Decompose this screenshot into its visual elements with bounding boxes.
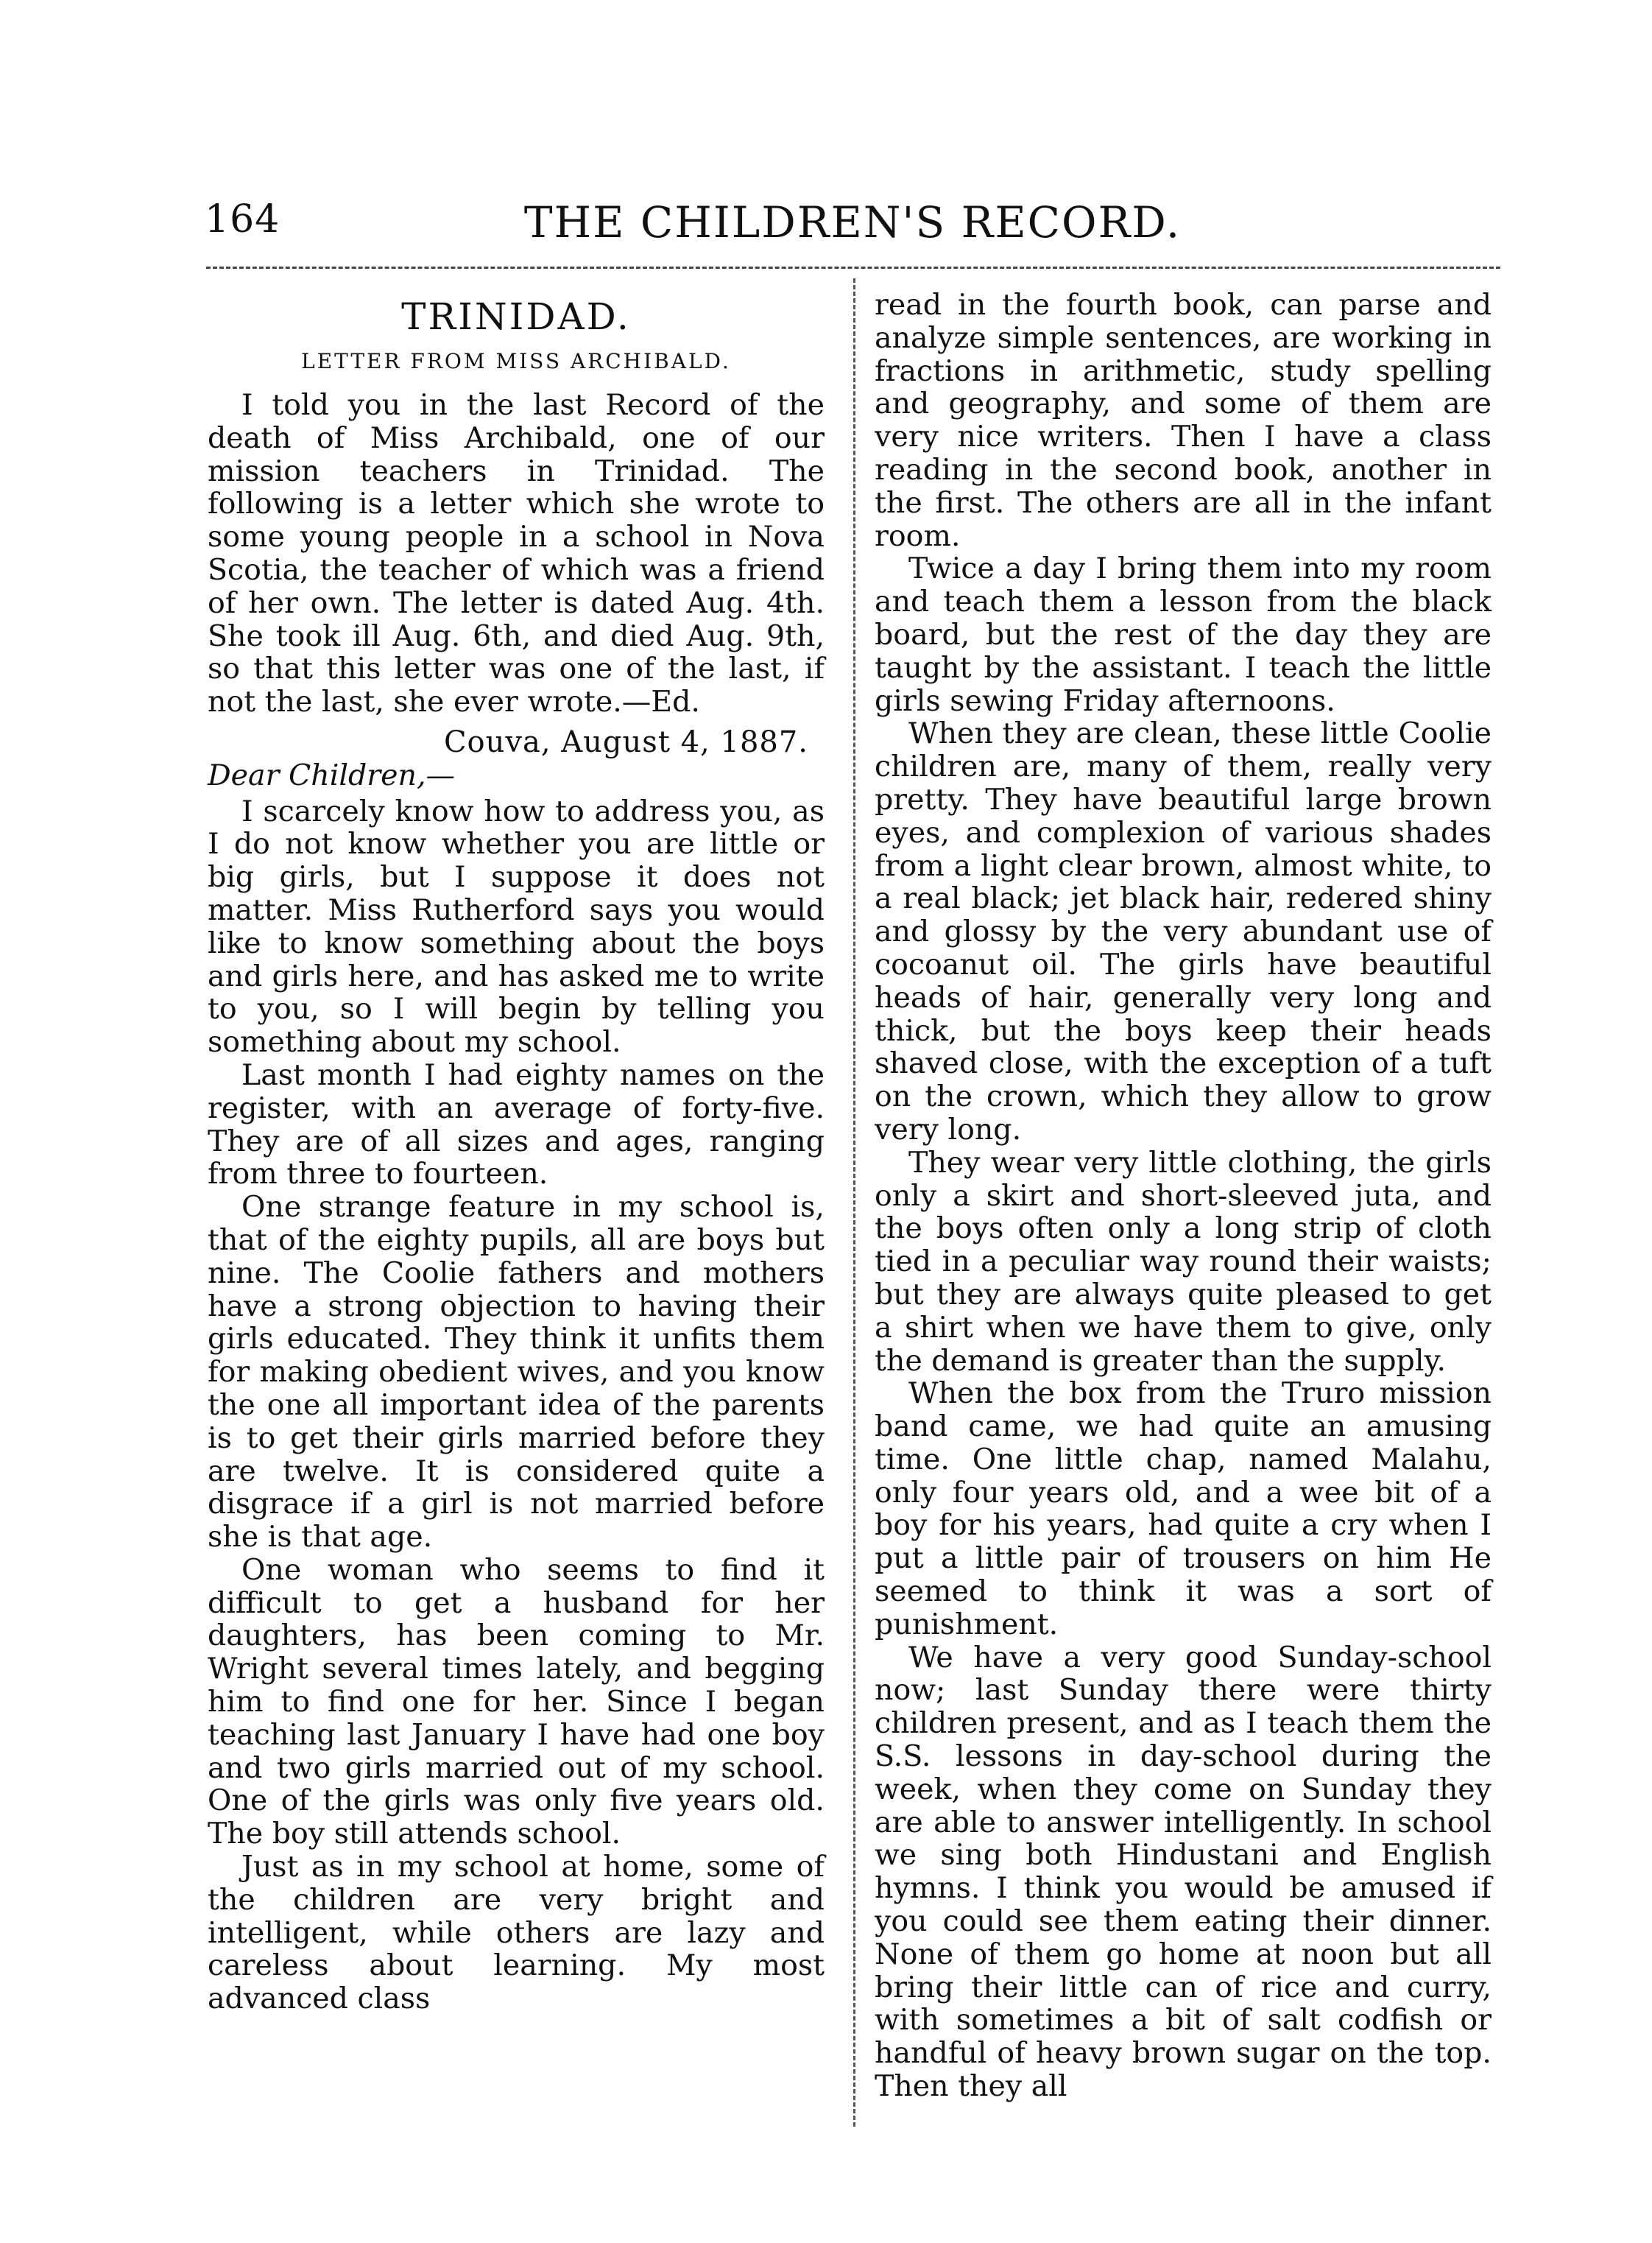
paragraph: One woman who seems to find it difficult to get a husband for her daughters, has been coming to Mr. Wright several times lately, and begging him to find one for her. Since I began teaching last January I have had one boy and two girls married out of my school. One of the girls was only five years old. The boy still attends school. — [208, 1552, 825, 1851]
article-subheading: LETTER FROM MISS ARCHIBALD. — [301, 349, 731, 373]
paragraph-continuation: read in the fourth book, can parse and analyze simple sentences, are working in fractions in arithmetic, study spelling and geography, and some of them are very nice writers. Then I have a class reading in the second book, another in the first. The others are all in the infant room. — [875, 288, 1492, 553]
right-column — [875, 289, 1492, 2103]
paragraph: When the box from the Truro mission band came, we had quite an amusing time. One little chap, named Malahu, only four years old, and a wee bit of a boy for his years, had quite a cry when I put a little pair of trousers on him He seemed to think it was a sort of punishment. — [875, 1376, 1492, 1641]
journal-title: THE CHILDREN'S RECORD. — [523, 197, 1182, 247]
paragraph: I scarcely know how to address you, as I do not know whether you are little or big girls, but I suppose it does not matter. Miss Rutherford says you would like to know something about the boys and girls here, and has asked me to write to you, so I will begin by telling you something about my school. — [208, 794, 825, 1060]
paragraph: Last month I had eighty names on the register, with an average of forty-five. They are of all sizes and ages, ranging from three to fourteen. — [208, 1057, 825, 1191]
paragraph: They wear very little clothing, the girls only a skirt and short-sleeved juta, and the boys often only a long strip of cloth tied in a peculiar way round their waists; but they are always quite pleased to get a shirt when we have them to give, only the demand is greater than the supply. — [875, 1145, 1492, 1378]
letter-salutation: Dear Children,— — [208, 758, 456, 792]
header-rule — [206, 267, 1500, 269]
column-divider — [853, 278, 855, 2127]
paragraph: When they are clean, these little Coolie children are, many of them, really very pretty. They have beautiful large brown eyes, and complexion of various shades from a light clear brown, almost white, to a real black; jet black hair, redered shiny and glossy by the very abundant use of cocoanut oil. The girls have beautiful heads of hair, generally very long and thick, but the boys keep their heads shaved close, with the exception of a tuft on the crown, which they allow to grow very long. — [875, 716, 1492, 1147]
paragraph: We have a very good Sunday-school now; last Sunday there were thirty children present, and as I teach them the S.S. lessons in day-school during the week, when they come on Sunday they are able to answer intelligently. In school we sing both Hindustani and English hymns. I think you would be amused if you could see them eating their dinner. None of them go home at noon but all bring their little can of rice and curry, with sometimes a bit of salt codfish or handful of heavy brown sugar on the top. Then they all — [875, 1640, 1492, 2104]
left-column — [208, 289, 825, 2015]
letter-dateline: Couva, August 4, 1887. — [443, 725, 808, 759]
paragraph: One strange feature in my school is, that of the eighty pupils, all are boys but nine. The Coolie fathers and mothers have a strong objection to having their girls educated. They think it unfits them for making obedient wives, and you know the one all important idea of the parents is to get their girls married before they are twelve. It is considered quite a disgrace if a girl is not married before she is that age. — [208, 1190, 825, 1554]
editor-intro: I told you in the last Record of the death of Miss Archibald, one of our mission teachers in Trinidad. The following is a letter which she wrote to some young people in a school in Nova Scotia, the teacher of which was a friend of her own. The letter is dated Aug. 4th. She took ill Aug. 6th, and died Aug. 9th, so that this letter was one of the last, if not the last, she ever wrote.—Ed. — [208, 388, 825, 719]
article-heading: TRINIDAD. — [401, 295, 631, 338]
page-number: 164 — [205, 197, 280, 242]
paragraph: Twice a day I bring them into my room and teach them a lesson from the black board, but the rest of the day they are taught by the assistant. I teach the little girls sewing Friday afternoons. — [875, 552, 1492, 718]
page-header — [205, 197, 1500, 264]
paragraph: Just as in my school at home, some of the children are very bright and intelligent, while others are lazy and careless about learning. My most advanced class — [208, 1850, 825, 2016]
